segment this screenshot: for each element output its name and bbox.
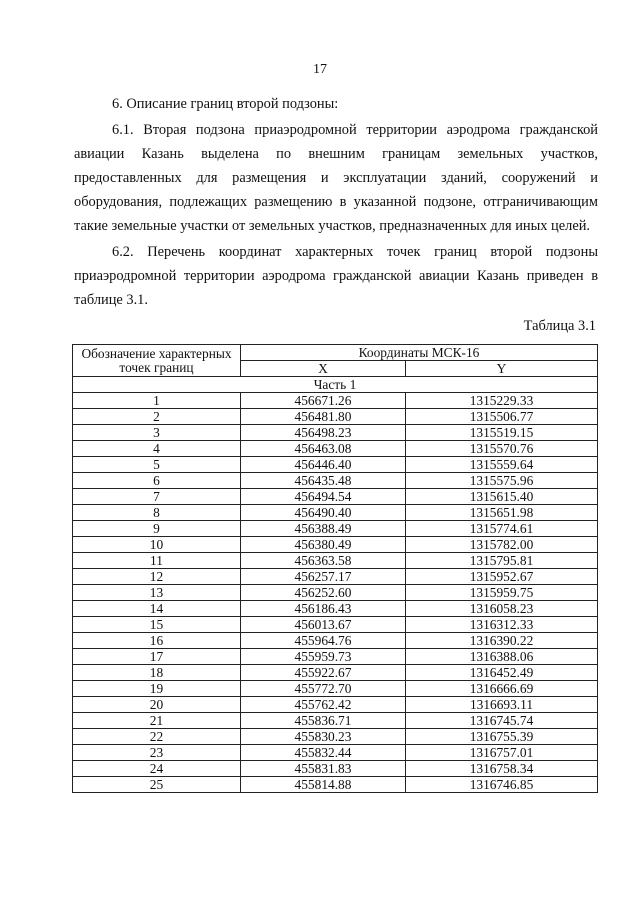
y-coordinate-cell: 1316058.23 bbox=[406, 601, 598, 617]
point-number-cell: 20 bbox=[73, 697, 241, 713]
paragraph-6-2: 6.2. Перечень координат характерных точек границ второй подзоны приаэродромной территории аэродрома гражданской авиации Казань приведен в таблице 3.1. bbox=[74, 244, 598, 308]
page-number: 17 bbox=[313, 62, 327, 77]
point-number-cell: 14 bbox=[73, 601, 241, 617]
x-coordinate-cell: 456494.54 bbox=[241, 489, 406, 505]
point-number-cell: 3 bbox=[73, 425, 241, 441]
point-number-cell: 8 bbox=[73, 505, 241, 521]
x-coordinate-cell: 455836.71 bbox=[241, 713, 406, 729]
y-coordinate-cell: 1316390.22 bbox=[406, 633, 598, 649]
x-coordinate-cell: 455922.67 bbox=[241, 665, 406, 681]
table-row bbox=[73, 489, 598, 505]
y-coordinate-cell: 1316312.33 bbox=[406, 617, 598, 633]
point-number-cell: 12 bbox=[73, 569, 241, 585]
x-coordinate-cell: 456257.17 bbox=[241, 569, 406, 585]
y-coordinate-cell: 1316757.01 bbox=[406, 745, 598, 761]
table-row bbox=[73, 409, 598, 425]
x-coordinate-cell: 456013.67 bbox=[241, 617, 406, 633]
y-coordinate-cell: 1316666.69 bbox=[406, 681, 598, 697]
point-number-cell: 11 bbox=[73, 553, 241, 569]
point-number-cell: 24 bbox=[73, 761, 241, 777]
point-number-cell: 16 bbox=[73, 633, 241, 649]
point-number-cell: 15 bbox=[73, 617, 241, 633]
x-coordinate-cell: 456252.60 bbox=[241, 585, 406, 601]
x-coordinate-cell: 455772.70 bbox=[241, 681, 406, 697]
point-number-cell: 4 bbox=[73, 441, 241, 457]
x-coordinate-cell: 456380.49 bbox=[241, 537, 406, 553]
part-label: Часть 1 bbox=[73, 377, 598, 393]
x-coordinate-cell: 456498.23 bbox=[241, 425, 406, 441]
point-number-cell: 1 bbox=[73, 393, 241, 409]
table-row bbox=[73, 537, 598, 553]
point-number-cell: 10 bbox=[73, 537, 241, 553]
y-coordinate-cell: 1315519.15 bbox=[406, 425, 598, 441]
table-row bbox=[73, 473, 598, 489]
y-coordinate-cell: 1315506.77 bbox=[406, 409, 598, 425]
table-row bbox=[73, 713, 598, 729]
x-coordinate-cell: 456463.08 bbox=[241, 441, 406, 457]
table-header-row bbox=[73, 345, 598, 361]
coordinates-table bbox=[72, 344, 598, 793]
table-row bbox=[73, 761, 598, 777]
table-caption: Таблица 3.1 bbox=[523, 318, 596, 334]
point-number-cell: 22 bbox=[73, 729, 241, 745]
point-number-cell: 7 bbox=[73, 489, 241, 505]
y-coordinate-cell: 1315559.64 bbox=[406, 457, 598, 473]
x-coordinate-cell: 455959.73 bbox=[241, 649, 406, 665]
x-coordinate-cell: 456481.80 bbox=[241, 409, 406, 425]
point-number-cell: 18 bbox=[73, 665, 241, 681]
table-row bbox=[73, 601, 598, 617]
x-coordinate-cell: 456446.40 bbox=[241, 457, 406, 473]
table-row bbox=[73, 745, 598, 761]
y-coordinate-cell: 1315782.00 bbox=[406, 537, 598, 553]
x-coordinate-cell: 456186.43 bbox=[241, 601, 406, 617]
point-number-cell: 13 bbox=[73, 585, 241, 601]
table-row bbox=[73, 521, 598, 537]
y-coordinate-cell: 1316745.74 bbox=[406, 713, 598, 729]
y-coordinate-cell: 1315774.61 bbox=[406, 521, 598, 537]
y-coordinate-cell: 1316746.85 bbox=[406, 777, 598, 793]
y-coordinate-cell: 1315952.67 bbox=[406, 569, 598, 585]
table-row bbox=[73, 617, 598, 633]
y-coordinate-cell: 1316758.34 bbox=[406, 761, 598, 777]
table-row bbox=[73, 425, 598, 441]
table-row bbox=[73, 457, 598, 473]
x-coordinate-cell: 456435.48 bbox=[241, 473, 406, 489]
table-row bbox=[73, 585, 598, 601]
x-coordinate-cell: 455814.88 bbox=[241, 777, 406, 793]
header-point: Обозначение характерных точек границ bbox=[73, 345, 241, 377]
y-coordinate-cell: 1316388.06 bbox=[406, 649, 598, 665]
point-number-cell: 2 bbox=[73, 409, 241, 425]
x-coordinate-cell: 455830.23 bbox=[241, 729, 406, 745]
point-number-cell: 17 bbox=[73, 649, 241, 665]
point-number-cell: 9 bbox=[73, 521, 241, 537]
y-coordinate-cell: 1316452.49 bbox=[406, 665, 598, 681]
table-row bbox=[73, 633, 598, 649]
y-coordinate-cell: 1315959.75 bbox=[406, 585, 598, 601]
y-coordinate-cell: 1315651.98 bbox=[406, 505, 598, 521]
table-row bbox=[73, 665, 598, 681]
y-coordinate-cell: 1316755.39 bbox=[406, 729, 598, 745]
x-coordinate-cell: 455831.83 bbox=[241, 761, 406, 777]
header-y: Y bbox=[406, 361, 598, 377]
y-coordinate-cell: 1316693.11 bbox=[406, 697, 598, 713]
x-coordinate-cell: 455964.76 bbox=[241, 633, 406, 649]
y-coordinate-cell: 1315229.33 bbox=[406, 393, 598, 409]
table-row bbox=[73, 649, 598, 665]
table-row bbox=[73, 441, 598, 457]
x-coordinate-cell: 456671.26 bbox=[241, 393, 406, 409]
table-row bbox=[73, 505, 598, 521]
x-coordinate-cell: 456490.40 bbox=[241, 505, 406, 521]
table-row bbox=[73, 729, 598, 745]
y-coordinate-cell: 1315615.40 bbox=[406, 489, 598, 505]
point-number-cell: 21 bbox=[73, 713, 241, 729]
table-row bbox=[73, 569, 598, 585]
x-coordinate-cell: 455762.42 bbox=[241, 697, 406, 713]
y-coordinate-cell: 1315575.96 bbox=[406, 473, 598, 489]
header-x: X bbox=[241, 361, 406, 377]
y-coordinate-cell: 1315795.81 bbox=[406, 553, 598, 569]
part-row bbox=[73, 377, 598, 393]
point-number-cell: 25 bbox=[73, 777, 241, 793]
x-coordinate-cell: 456388.49 bbox=[241, 521, 406, 537]
x-coordinate-cell: 456363.58 bbox=[241, 553, 406, 569]
table-row bbox=[73, 697, 598, 713]
point-number-cell: 6 bbox=[73, 473, 241, 489]
point-number-cell: 5 bbox=[73, 457, 241, 473]
x-coordinate-cell: 455832.44 bbox=[241, 745, 406, 761]
table-row bbox=[73, 393, 598, 409]
paragraph-6-1: 6.1. Вторая подзона приаэродромной территории аэродрома гражданской авиации Казань выделена по внешним границам земельных участков, предоставленных для размещения и эксплуатации зданий, сооружений и оборудования, подлежащих размещению в указанной подзоне, отграничивающим такие земельные участки от земельных участков, предназначенных для иных целей. bbox=[74, 122, 598, 234]
y-coordinate-cell: 1315570.76 bbox=[406, 441, 598, 457]
point-number-cell: 19 bbox=[73, 681, 241, 697]
table-row bbox=[73, 777, 598, 793]
table-row bbox=[73, 553, 598, 569]
header-coords: Координаты МСК-16 bbox=[241, 345, 598, 361]
point-number-cell: 23 bbox=[73, 745, 241, 761]
section-heading: 6. Описание границ второй подзоны: bbox=[112, 96, 339, 112]
table-row bbox=[73, 681, 598, 697]
